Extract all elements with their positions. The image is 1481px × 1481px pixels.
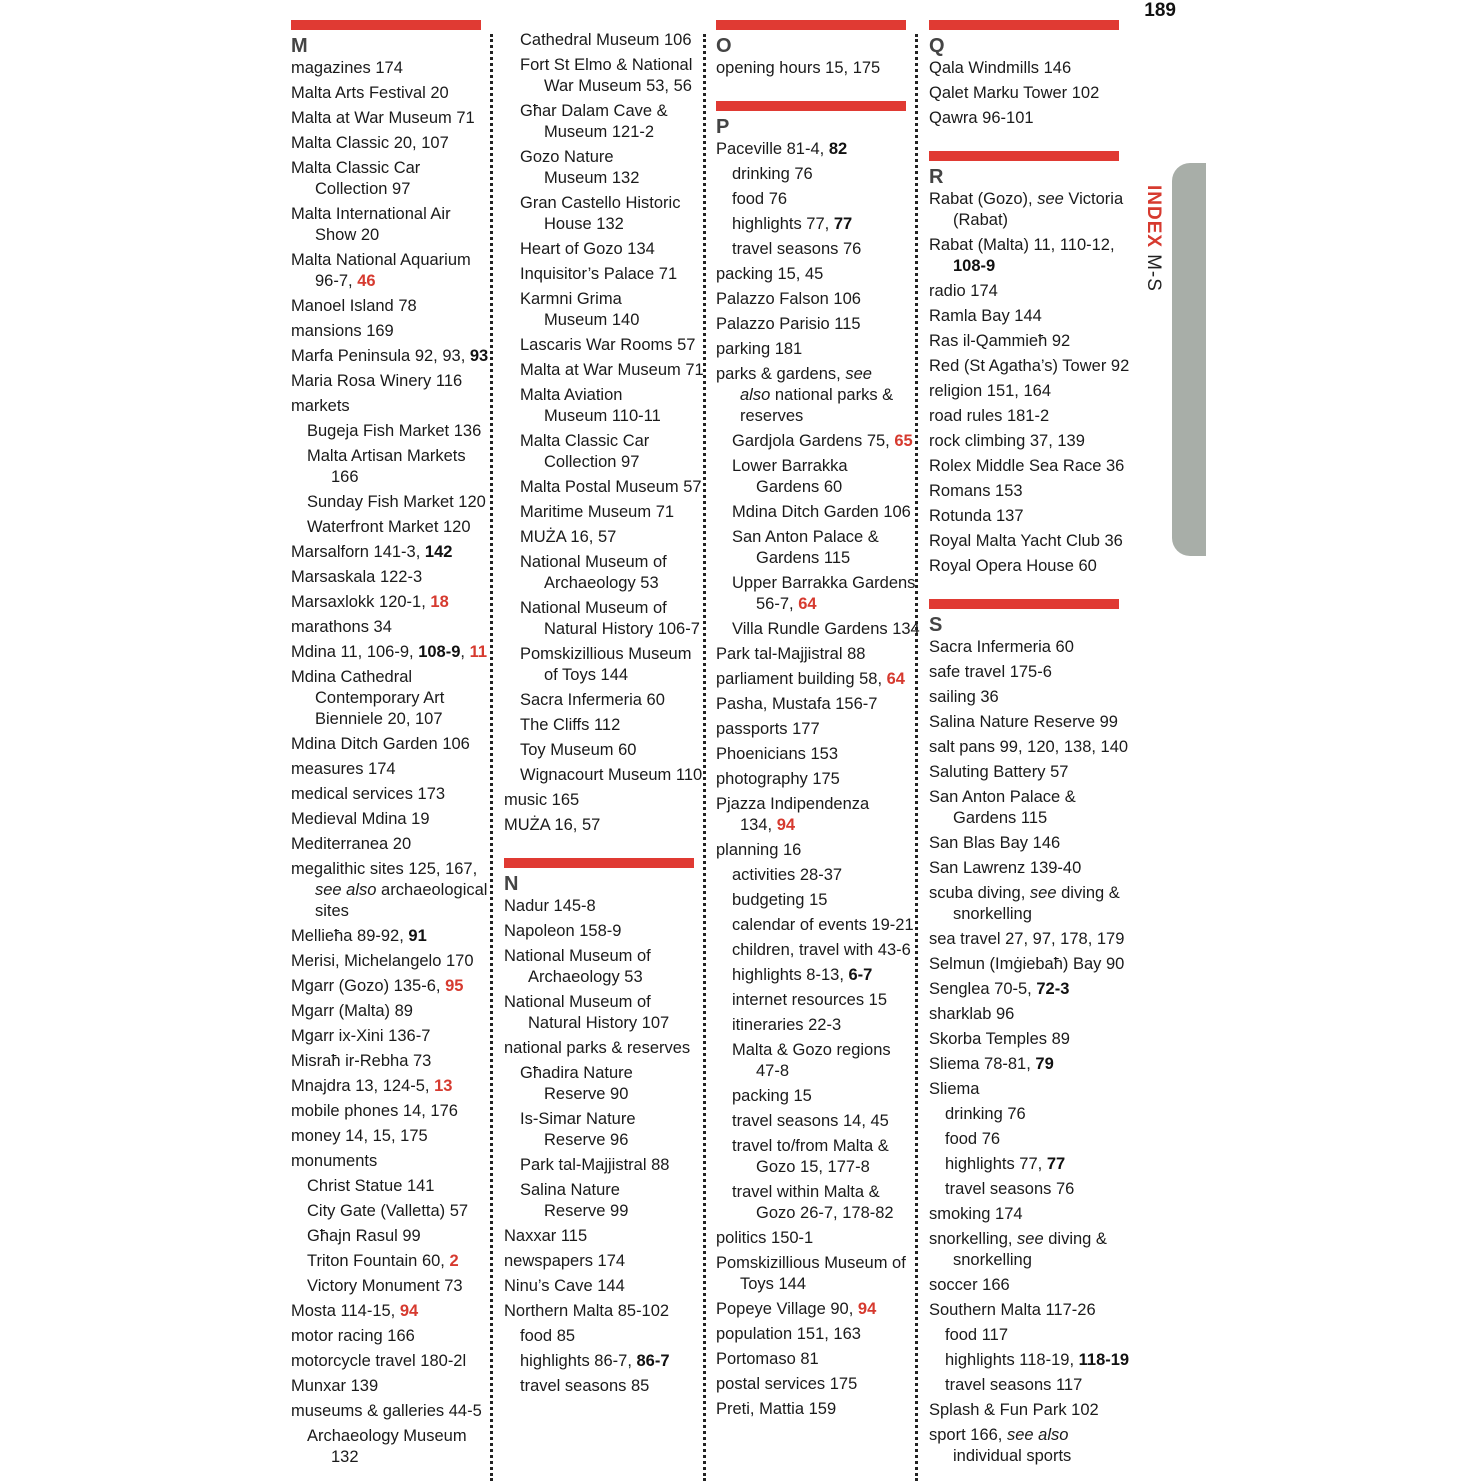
index-subentry: Bugeja Fish Market 136 bbox=[307, 422, 482, 440]
index-entry: Saluting Battery 57 bbox=[929, 763, 1069, 781]
index-entry: Marsaskala 122-3 bbox=[291, 568, 423, 586]
section-divider-bar bbox=[291, 20, 481, 30]
index-subentry: Triton Fountain 60, 2 bbox=[307, 1252, 459, 1270]
index-subentry: Sacra Infermeria 60 bbox=[520, 691, 665, 709]
map-page-ref: 13 bbox=[434, 1077, 453, 1095]
index-subentry: National Museum of Archaeology 53 bbox=[520, 553, 667, 592]
index-entry: opening hours 15, 175 bbox=[716, 59, 881, 77]
index-subentry: Heart of Gozo 134 bbox=[520, 240, 655, 258]
index-entry: snorkelling, see diving & snorkelling bbox=[929, 1230, 1107, 1269]
bold-page-ref: 86-7 bbox=[636, 1352, 670, 1370]
index-entry: safe travel 175-6 bbox=[929, 663, 1052, 681]
see-reference: see also bbox=[1006, 1426, 1069, 1444]
bold-page-ref: 118-19 bbox=[1078, 1351, 1130, 1369]
index-entry: Southern Malta 117-26 bbox=[929, 1301, 1096, 1319]
index-subentry: calendar of events 19-21 bbox=[732, 916, 914, 934]
index-subentry: food 76 bbox=[945, 1130, 1001, 1148]
index-entry: Preti, Mattia 159 bbox=[716, 1400, 837, 1418]
index-subentry: Karmni Grima Museum 140 bbox=[520, 290, 640, 329]
index-entry: smoking 174 bbox=[929, 1205, 1023, 1223]
index-subentry: Malta Classic Car Collection 97 bbox=[520, 432, 650, 471]
index-entry: Merisi, Michelangelo 170 bbox=[291, 952, 474, 970]
bold-page-ref: 93 bbox=[469, 347, 489, 365]
section-divider-bar bbox=[716, 20, 906, 30]
index-entry: soccer 166 bbox=[929, 1276, 1010, 1294]
index-subentry: travel within Malta & Gozo 26-7, 178-82 bbox=[732, 1183, 894, 1222]
index-entry: Romans 153 bbox=[929, 482, 1023, 500]
index-subentry: travel seasons 76 bbox=[945, 1180, 1075, 1198]
index-section bbox=[716, 20, 906, 79]
index-entry: marathons 34 bbox=[291, 618, 392, 636]
index-entry: Misraħ ir-Rebha 73 bbox=[291, 1052, 432, 1070]
index-entry: Mediterranea 20 bbox=[291, 835, 412, 853]
index-entry: motorcycle travel 180-2l bbox=[291, 1352, 467, 1370]
map-page-ref: 65 bbox=[894, 432, 913, 450]
index-entry: Malta Classic 20, 107 bbox=[291, 134, 449, 152]
bold-page-ref: 6-7 bbox=[848, 966, 873, 984]
section-letter: O bbox=[716, 35, 732, 57]
index-entry: Malta International Air Show 20 bbox=[291, 205, 451, 244]
index-subentry: Inquisitor’s Palace 71 bbox=[520, 265, 678, 283]
index-subentry: Victory Monument 73 bbox=[307, 1277, 463, 1295]
index-subentry: Għar Dalam Cave & Museum 121-2 bbox=[520, 102, 668, 141]
page-number: 189 bbox=[1144, 0, 1176, 21]
section-letter: S bbox=[929, 614, 943, 636]
index-entry: Portomaso 81 bbox=[716, 1350, 819, 1368]
map-page-ref: 64 bbox=[886, 670, 905, 688]
index-entry: rock climbing 37, 139 bbox=[929, 432, 1085, 450]
bold-page-ref: 77 bbox=[1046, 1155, 1066, 1173]
map-page-ref: 11 bbox=[469, 643, 488, 661]
section-divider-bar bbox=[716, 101, 906, 111]
index-entry: Malta National Aquarium 96-7, 46 bbox=[291, 251, 471, 290]
index-section bbox=[504, 858, 694, 1397]
side-label-range: M-S bbox=[1143, 254, 1164, 292]
index-entry: Munxar 139 bbox=[291, 1377, 379, 1395]
index-entry: Naxxar 115 bbox=[504, 1227, 588, 1245]
index-entry: Manoel Island 78 bbox=[291, 297, 417, 315]
index-entry: San Blas Bay 146 bbox=[929, 834, 1061, 852]
index-entry: parliament building 58, 64 bbox=[716, 670, 905, 688]
index-entry: parking 181 bbox=[716, 340, 803, 358]
index-subentry: travel to/from Malta & Gozo 15, 177-8 bbox=[732, 1137, 889, 1176]
index-entry: Malta at War Museum 71 bbox=[291, 109, 475, 127]
index-subentry: Malta at War Museum 71 bbox=[520, 361, 704, 379]
map-page-ref: 2 bbox=[449, 1252, 459, 1270]
map-page-ref: 94 bbox=[399, 1302, 419, 1320]
bold-page-ref: 142 bbox=[424, 543, 453, 561]
index-entry: Rabat (Gozo), see Victoria (Rabat) bbox=[929, 190, 1124, 229]
bold-page-ref: 108-9 bbox=[953, 257, 996, 275]
index-entry: mobile phones 14, 176 bbox=[291, 1102, 458, 1120]
index-entry: Sliema bbox=[929, 1080, 980, 1098]
section-letter: P bbox=[716, 116, 730, 138]
index-subentry: City Gate (Valletta) 57 bbox=[307, 1202, 469, 1220]
index-subentry: travel seasons 117 bbox=[945, 1376, 1083, 1394]
index-entry: Sacra Infermeria 60 bbox=[929, 638, 1074, 656]
index-entry: Mnajdra 13, 124-5, 13 bbox=[291, 1077, 453, 1095]
index-subentry: travel seasons 14, 45 bbox=[732, 1112, 889, 1130]
index-entry: Rolex Middle Sea Race 36 bbox=[929, 457, 1125, 475]
index-entry: Ramla Bay 144 bbox=[929, 307, 1042, 325]
index-column-2 bbox=[504, 30, 704, 1401]
index-entry: Palazzo Falson 106 bbox=[716, 290, 861, 308]
index-entry: Popeye Village 90, 94 bbox=[716, 1300, 877, 1318]
index-entry: passports 177 bbox=[716, 720, 820, 738]
index-entry: Mgarr (Gozo) 135-6, 95 bbox=[291, 977, 464, 995]
index-subentry: Malta Artisan Markets 166 bbox=[307, 447, 466, 486]
see-reference: also bbox=[740, 386, 771, 404]
index-entry: road rules 181-2 bbox=[929, 407, 1050, 425]
index-subentry: Maritime Museum 71 bbox=[520, 503, 675, 521]
index-entry: radio 174 bbox=[929, 282, 998, 300]
index-subentry: Lascaris War Rooms 57 bbox=[520, 336, 696, 354]
index-entry: Qalet Marku Tower 102 bbox=[929, 84, 1100, 102]
index-entry: National Museum of Archaeology 53 bbox=[504, 947, 651, 986]
column-divider bbox=[915, 34, 918, 1481]
index-subentry: Park tal-Majjistral 88 bbox=[520, 1156, 670, 1174]
index-column-4 bbox=[929, 20, 1130, 1471]
index-subentry: National Museum of Natural History 106-7 bbox=[520, 599, 700, 638]
column-divider bbox=[490, 34, 493, 1481]
index-subentry: Mdina Ditch Garden 106 bbox=[732, 503, 911, 521]
index-entry: Mgarr ix-Xini 136-7 bbox=[291, 1027, 431, 1045]
index-column-1 bbox=[291, 20, 489, 1472]
index-subentry: Archaeology Museum 132 bbox=[307, 1427, 467, 1466]
index-entry: Ninu’s Cave 144 bbox=[504, 1277, 625, 1295]
index-entry: Mdina Cathedral Contemporary Art Bienniele 20, 107 bbox=[291, 668, 445, 728]
index-entry: religion 151, 164 bbox=[929, 382, 1052, 400]
index-entry: Napoleon 158-9 bbox=[504, 922, 622, 940]
bold-page-ref: 91 bbox=[408, 927, 427, 945]
index-entry: Maria Rosa Winery 116 bbox=[291, 372, 463, 390]
index-subentry: highlights 77, 77 bbox=[945, 1155, 1066, 1173]
index-subentry: Villa Rundle Gardens 134 bbox=[732, 620, 920, 638]
index-entry: Park tal-Majjistral 88 bbox=[716, 645, 866, 663]
index-entry: San Anton Palace & Gardens 115 bbox=[929, 788, 1076, 827]
index-subentry: Sunday Fish Market 120 bbox=[307, 493, 486, 511]
index-entry: monuments bbox=[291, 1152, 378, 1170]
index-section bbox=[716, 101, 920, 1420]
bold-page-ref: 79 bbox=[1035, 1055, 1054, 1073]
section-divider-bar bbox=[929, 599, 1119, 609]
index-subentry: Malta Aviation Museum 110-11 bbox=[520, 386, 661, 425]
index-entry: Salina Nature Reserve 99 bbox=[929, 713, 1118, 731]
index-entry: San Lawrenz 139-40 bbox=[929, 859, 1082, 877]
index-subentry: activities 28-37 bbox=[732, 866, 843, 884]
index-section bbox=[929, 599, 1130, 1467]
index-subentry: Is-Simar Nature Reserve 96 bbox=[520, 1110, 636, 1149]
index-subentry: Wignacourt Museum 110 bbox=[520, 766, 703, 784]
index-entry: Rotunda 137 bbox=[929, 507, 1024, 525]
side-label bbox=[1136, 185, 1164, 315]
index-entry: Mdina 11, 106-9, 108-9, 11 bbox=[291, 643, 488, 661]
index-entry: newspapers 174 bbox=[504, 1252, 626, 1270]
index-entry: Mdina Ditch Garden 106 bbox=[291, 735, 470, 753]
index-entry: Qala Windmills 146 bbox=[929, 59, 1072, 77]
index-subentry: food 117 bbox=[945, 1326, 1009, 1344]
index-entry: megalithic sites 125, 167, see also archaeological sites bbox=[291, 860, 488, 920]
index-entry: photography 175 bbox=[716, 770, 840, 788]
index-entry: markets bbox=[291, 397, 350, 415]
index-subentry: food 85 bbox=[520, 1327, 576, 1345]
index-subentry: Salina Nature Reserve 99 bbox=[520, 1181, 629, 1220]
index-subentry: travel seasons 76 bbox=[732, 240, 862, 258]
index-entry: Rabat (Malta) 11, 110-12, 108-9 bbox=[929, 236, 1115, 275]
index-subentry: Fort St Elmo & National War Museum 53, 56 bbox=[520, 56, 693, 95]
index-subentry: The Cliffs 112 bbox=[520, 716, 621, 734]
index-entry: Selmun (Imġiebaħ) Bay 90 bbox=[929, 955, 1125, 973]
index-entry: Malta Classic Car Collection 97 bbox=[291, 159, 421, 198]
index-entry: Phoenicians 153 bbox=[716, 745, 839, 763]
index-subentry: packing 15 bbox=[732, 1087, 812, 1105]
map-page-ref: 95 bbox=[445, 977, 464, 995]
index-entry: sharklab 96 bbox=[929, 1005, 1015, 1023]
index-subentry: highlights 8-13, 6-7 bbox=[732, 966, 873, 984]
index-entry: Splash & Fun Park 102 bbox=[929, 1401, 1099, 1419]
see-reference: see bbox=[1017, 1230, 1044, 1248]
section-letter: Q bbox=[929, 35, 945, 57]
index-entry: motor racing 166 bbox=[291, 1327, 415, 1345]
index-entry: Marsaxlokk 120-1, 18 bbox=[291, 593, 449, 611]
index-entry: mansions 169 bbox=[291, 322, 394, 340]
index-side-tab bbox=[1172, 163, 1206, 556]
index-entry: MUŻA 16, 57 bbox=[504, 816, 601, 834]
index-section bbox=[929, 20, 1119, 129]
see-reference: see bbox=[1037, 190, 1064, 208]
index-entry: Royal Opera House 60 bbox=[929, 557, 1097, 575]
index-entry: parks & gardens, see also national parks & reserves bbox=[716, 365, 894, 425]
index-subentry: Gran Castello Historic House 132 bbox=[520, 194, 681, 233]
index-subentry: highlights 118-19, 118-19 bbox=[945, 1351, 1130, 1369]
index-entry: scuba diving, see diving & snorkelling bbox=[929, 884, 1120, 923]
index-subentry: drinking 76 bbox=[945, 1105, 1026, 1123]
index-entry: planning 16 bbox=[716, 841, 802, 859]
index-entry: packing 15, 45 bbox=[716, 265, 824, 283]
index-entry: magazines 174 bbox=[291, 59, 403, 77]
index-subentry: Għajn Rasul 99 bbox=[307, 1227, 421, 1245]
index-entry: Qawra 96-101 bbox=[929, 109, 1034, 127]
index-subentry: Christ Statue 141 bbox=[307, 1177, 435, 1195]
index-subentry: Malta Postal Museum 57 bbox=[520, 478, 702, 496]
index-entry: Marsalforn 141-3, 142 bbox=[291, 543, 453, 561]
map-page-ref: 64 bbox=[798, 595, 817, 613]
index-entry: music 165 bbox=[504, 791, 580, 809]
section-divider-bar bbox=[504, 858, 694, 868]
index-entry: Paceville 81-4, 82 bbox=[716, 140, 848, 158]
index-entry: Northern Malta 85-102 bbox=[504, 1302, 670, 1320]
index-entry: Medieval Mdina 19 bbox=[291, 810, 430, 828]
bold-page-ref: 82 bbox=[828, 140, 848, 158]
index-entry: Pasha, Mustafa 156-7 bbox=[716, 695, 878, 713]
index-subentry: children, travel with 43-6 bbox=[732, 941, 911, 959]
index-subentry: drinking 76 bbox=[732, 165, 813, 183]
section-divider-bar bbox=[929, 151, 1119, 161]
section-letter: N bbox=[504, 873, 519, 895]
index-entry: Mellieħa 89-92, 91 bbox=[291, 927, 427, 945]
map-page-ref: 94 bbox=[857, 1300, 877, 1318]
index-subentry: Waterfront Market 120 bbox=[307, 518, 471, 536]
index-subentry: Lower Barrakka Gardens 60 bbox=[732, 457, 848, 496]
see-reference: see also bbox=[315, 881, 377, 899]
index-subentry: Malta & Gozo regions 47-8 bbox=[732, 1041, 891, 1080]
index-entry: museums & galleries 44-5 bbox=[291, 1402, 482, 1420]
index-entry: Mgarr (Malta) 89 bbox=[291, 1002, 413, 1020]
index-entry: Skorba Temples 89 bbox=[929, 1030, 1070, 1048]
index-subentry: highlights 77, 77 bbox=[732, 215, 853, 233]
see-reference: see bbox=[845, 365, 872, 383]
see-reference: see bbox=[1029, 884, 1057, 902]
index-section bbox=[929, 151, 1130, 577]
index-subentry: travel seasons 85 bbox=[520, 1377, 650, 1395]
map-page-ref: 94 bbox=[776, 816, 796, 834]
index-subentry: budgeting 15 bbox=[732, 891, 828, 909]
index-subentry: itineraries 22-3 bbox=[732, 1016, 842, 1034]
index-entry: Marfa Peninsula 92, 93, 93 bbox=[291, 347, 489, 365]
index-entry: population 151, 163 bbox=[716, 1325, 861, 1343]
index-subentry: Gozo Nature Museum 132 bbox=[520, 148, 640, 187]
section-letter: M bbox=[291, 35, 308, 57]
index-entry: medical services 173 bbox=[291, 785, 446, 803]
index-entry: Pjazza Indipendenza 134, 94 bbox=[716, 795, 870, 834]
section-letter: R bbox=[929, 166, 944, 188]
index-entry: sport 166, see also individual sports bbox=[929, 1426, 1072, 1465]
index-entry: sailing 36 bbox=[929, 688, 999, 706]
index-subentry: Gardjola Gardens 75, 65 bbox=[732, 432, 913, 450]
index-entry: Pomskizillious Museum of Toys 144 bbox=[716, 1254, 906, 1293]
index-entry: Palazzo Parisio 115 bbox=[716, 315, 861, 333]
index-entry: Mosta 114-15, 94 bbox=[291, 1302, 419, 1320]
index-entry: Sliema 78-81, 79 bbox=[929, 1055, 1054, 1073]
index-subentry: food 76 bbox=[732, 190, 788, 208]
index-entry: Senglea 70-5, 72-3 bbox=[929, 980, 1070, 998]
index-entry: sea travel 27, 97, 178, 179 bbox=[929, 930, 1125, 948]
index-entry: Ras il-Qammieħ 92 bbox=[929, 332, 1071, 350]
index-subentry: San Anton Palace & Gardens 115 bbox=[732, 528, 879, 567]
index-entry: Nadur 145-8 bbox=[504, 897, 596, 915]
map-page-ref: 46 bbox=[357, 272, 376, 290]
index-entry: Malta Arts Festival 20 bbox=[291, 84, 449, 102]
index-entry: Red (St Agatha’s) Tower 92 bbox=[929, 357, 1130, 375]
index-section bbox=[291, 20, 489, 1468]
index-subentry: internet resources 15 bbox=[732, 991, 888, 1009]
index-column-3 bbox=[716, 20, 920, 1424]
index-subentry: Pomskizillious Museum of Toys 144 bbox=[520, 645, 692, 684]
index-subentry: Cathedral Museum 106 bbox=[520, 31, 692, 49]
index-subentry: MUŻA 16, 57 bbox=[520, 528, 617, 546]
map-page-ref: 18 bbox=[430, 593, 449, 611]
index-entry: National Museum of Natural History 107 bbox=[504, 993, 670, 1032]
bold-page-ref: 72-3 bbox=[1036, 980, 1070, 998]
column-divider bbox=[703, 34, 706, 1481]
index-subentry: Upper Barrakka Gardens 56-7, 64 bbox=[732, 574, 916, 613]
index-subentry: highlights 86-7, 86-7 bbox=[520, 1352, 670, 1370]
side-label-title: INDEX bbox=[1143, 185, 1164, 249]
index-entry: Royal Malta Yacht Club 36 bbox=[929, 532, 1123, 550]
index-entry: postal services 175 bbox=[716, 1375, 858, 1393]
index-entry: money 14, 15, 175 bbox=[291, 1127, 428, 1145]
index-subentry: Għadira Nature Reserve 90 bbox=[520, 1064, 633, 1103]
index-entry: politics 150-1 bbox=[716, 1229, 814, 1247]
index-section bbox=[504, 30, 704, 836]
bold-page-ref: 77 bbox=[833, 215, 853, 233]
index-entry: national parks & reserves bbox=[504, 1039, 691, 1057]
section-divider-bar bbox=[929, 20, 1119, 30]
index-entry: salt pans 99, 120, 138, 140 bbox=[929, 738, 1129, 756]
bold-page-ref: 108-9 bbox=[418, 643, 461, 661]
index-subentry: Toy Museum 60 bbox=[520, 741, 637, 759]
index-entry: measures 174 bbox=[291, 760, 396, 778]
